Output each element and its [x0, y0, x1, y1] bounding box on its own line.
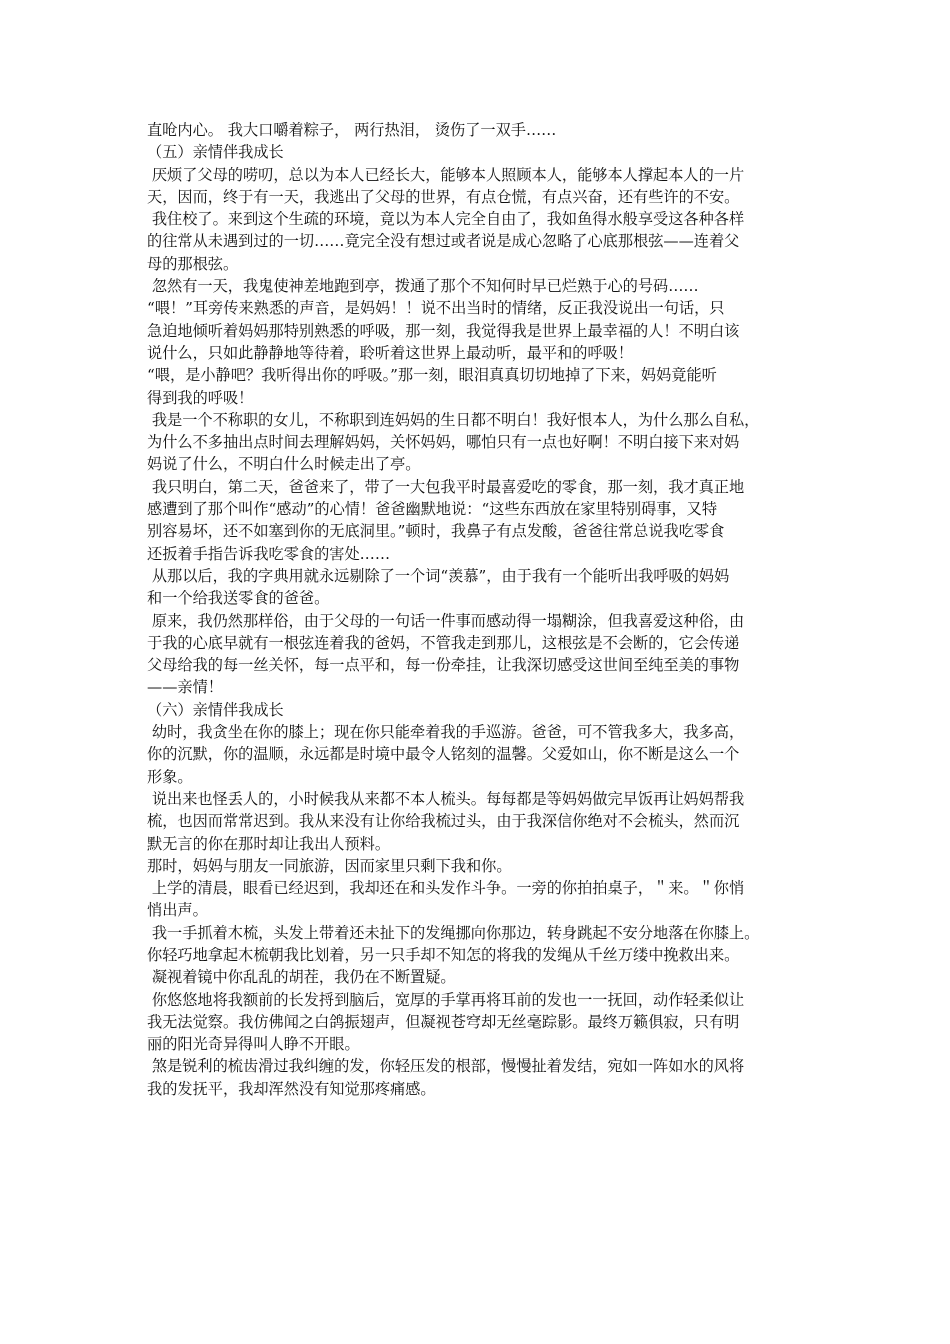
text-line: 说什么，只如此静静地等待着，聆听着这世界上最动听，最平和的呼吸！: [147, 343, 633, 362]
text-line: 我只明白，第二天，爸爸来了，带了一大包我平时最喜爱吃的零食，那一刻，我才真正地: [147, 477, 745, 496]
text-line: 你轻巧地拿起木梳朝我比划着，另一只手却不知怎的将我的发绳从千丝万缕中挽救出来。: [147, 945, 740, 964]
text-line: 形象。: [147, 767, 193, 786]
text-line: 从那以后，我的字典用就永远剔除了一个词“羡慕”，由于我有一个能听出我呼吸的妈妈: [147, 566, 730, 585]
text-line: 你的沉默，你的温顺，永远都是时境中最令人铭刻的温馨。父爱如山，你不断是这么一个: [147, 745, 740, 764]
text-line: 得到我的呼吸！: [147, 388, 254, 407]
text-line: 默无言的你在那时却让我出人预料。: [147, 834, 390, 853]
text-line: “喂！”耳旁传来熟悉的声音，是妈妈！！说不出当时的情绪，反正我没说出一句话，只: [147, 299, 725, 318]
text-line: 原来，我仍然那样俗，由于父母的一句话一件事而感动得一塌糊涂，但我喜爱这种俗，由: [147, 611, 745, 630]
text-line: 急迫地倾听着妈妈那特别熟悉的呼吸，那一刻，我觉得我是世界上最幸福的人！不明白该: [147, 321, 740, 340]
document-body: [147, 119, 822, 1100]
text-line: 我一手抓着木梳，头发上带着还未扯下的发绳挪向你那边，转身跳起不安分地落在你膝上。: [147, 923, 760, 942]
text-line: （六）亲情伴我成长: [147, 700, 284, 719]
text-line: 还扳着手指告诉我吃零食的害处……: [147, 544, 390, 563]
text-line: 的往常从未遇到过的一切……竟完全没有想过或者说是成心忽略了心底那根弦——连着父: [147, 232, 740, 251]
text-line: 妈说了什么，不明白什么时候走出了亭。: [147, 455, 421, 474]
text-line: 你悠悠地将我额前的长发捋到脑后，宽厚的手掌再将耳前的发也一一抚回，动作轻柔似让: [147, 990, 745, 1009]
text-line: 我是一个不称职的女儿，不称职到连妈妈的生日都不明白！我好恨本人，为什么那么自私，: [147, 410, 760, 429]
text-line: 悄出声。: [147, 901, 208, 920]
text-line: 幼时，我贪坐在你的膝上；现在你只能牵着我的手巡游。爸爸，可不管我多大，我多高，: [147, 723, 745, 742]
text-line: 那时，妈妈与朋友一同旅游，因而家里只剩下我和你。: [147, 856, 512, 875]
text-line: 别容易坏，还不如塞到你的无底洞里。”顿时，我鼻子有点发酸，爸爸往常总说我吃零食: [147, 522, 725, 541]
text-line: 忽然有一天，我鬼使神差地跑到亭，拨通了那个不知何时早已烂熟于心的号码……: [147, 277, 699, 296]
text-line: 感遭到了那个叫作“感动”的心情！爸爸幽默地说：“这些东西放在家里特别碍事，又特: [147, 500, 718, 519]
text-line: 煞是锐利的梳齿滑过我纠缠的发，你轻压发的根部，慢慢扯着发结，宛如一阵如水的风将: [147, 1057, 745, 1076]
text-line: 父母给我的每一丝关怀，每一点平和，每一份牵挂，让我深切感受这世间至纯至美的事物: [147, 656, 740, 675]
text-line: 直呛内心。 我大口嚼着粽子， 两行热泪， 烫伤了一双手……: [147, 121, 557, 139]
text-line: 梳，也因而常常迟到。我从来没有让你给我梳过头，由于我深信你绝对不会梳头，然而沉: [147, 812, 740, 831]
text-line: 我无法觉察。我仿佛闻之白鸽振翅声，但凝视苍穹却无丝毫踪影。最终万籁俱寂，只有明: [147, 1012, 740, 1031]
text-line: 我的发抚平，我却浑然没有知觉那疼痛感。: [147, 1079, 436, 1098]
text-line: 于我的心底早就有一根弦连着我的爸妈，不管我走到那儿，这根弦是不会断的，它会传递: [147, 633, 740, 652]
text-line: 厌烦了父母的唠叨，总以为本人已经长大，能够本人照顾本人，能够本人撑起本人的一片: [147, 165, 745, 184]
text-line: 天，因而，终于有一天，我逃出了父母的世界，有点仓慌，有点兴奋，还有些许的不安。: [147, 187, 740, 206]
text-line: 说出来也怪丢人的，小时候我从来都不本人梳头。每每都是等妈妈做完早饭再让妈妈帮我: [147, 789, 745, 808]
text-line: 丽的阳光奇异得叫人睁不开眼。: [147, 1035, 360, 1054]
text-line: 凝视着镜中你乱乱的胡茬，我仍在不断置疑。: [147, 968, 456, 987]
text-line: “喂，是小静吧？我听得出你的呼吸。”那一刻，眼泪真真切切地掉了下来，妈妈竟能听: [147, 366, 717, 385]
text-line: 母的那根弦。: [147, 254, 239, 273]
text-line: （五）亲情伴我成长: [147, 143, 284, 162]
text-line: 和一个给我送零食的爸爸。: [147, 589, 330, 608]
text-line: ——亲情！: [147, 678, 223, 697]
text-line: 上学的清晨，眼看已经迟到，我却还在和头发作斗争。一旁的你拍拍桌子，＂来。＂你悄: [147, 879, 745, 898]
text-line: 为什么不多抽出点时间去理解妈妈，关怀妈妈，哪怕只有一点也好啊！不明白接下来对妈: [147, 433, 740, 452]
text-line: 我住校了。来到这个生疏的环境，竟以为本人完全自由了，我如鱼得水般享受这各种各样: [147, 210, 745, 229]
